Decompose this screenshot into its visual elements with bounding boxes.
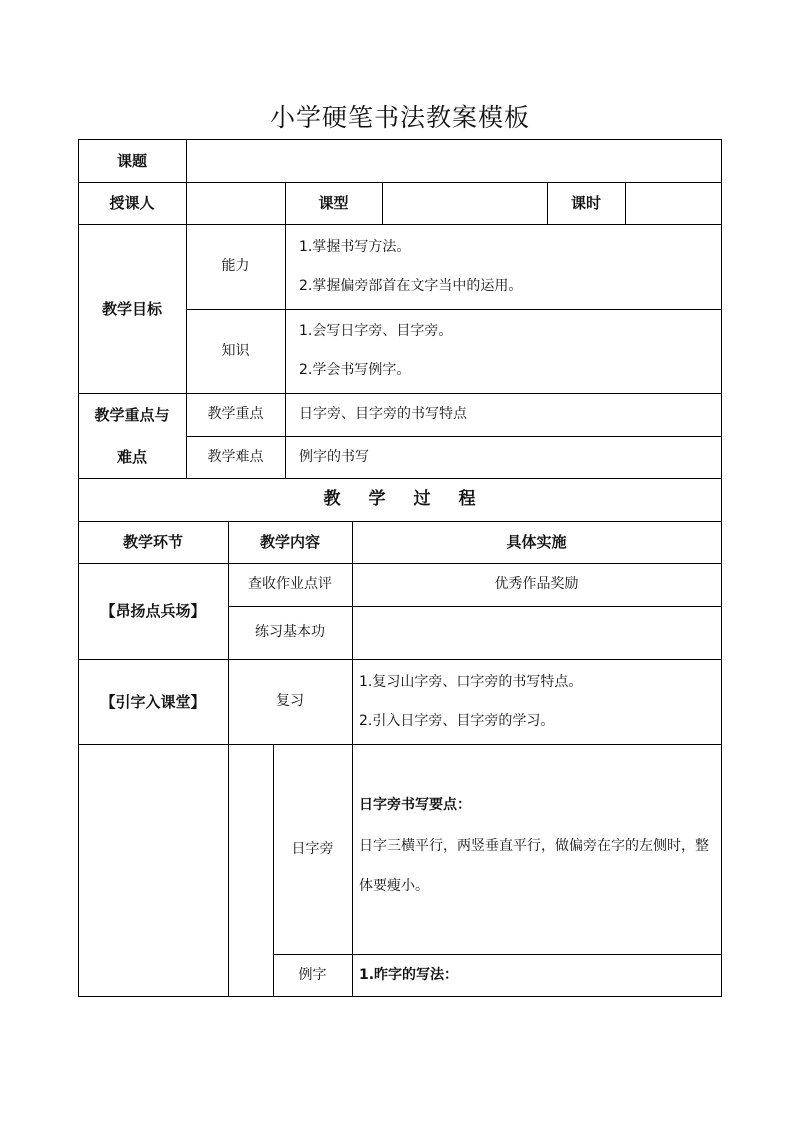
lesson-hours-label: 课时 — [570, 194, 601, 212]
radical-points — [359, 744, 721, 954]
teacher-label: 授课人 — [109, 194, 155, 212]
stage-introduce: 【引字入课堂】 — [100, 692, 206, 711]
lesson-hours-value — [625, 182, 721, 224]
process-heading-char: 学 — [368, 489, 386, 510]
example-title: 1.昨字的写法： — [359, 966, 459, 983]
ability-item: 1.掌握书写方法。 — [299, 238, 411, 255]
sub-example: 例字 — [298, 966, 327, 983]
table-border — [78, 996, 722, 997]
lesson-type-label: 课型 — [318, 194, 349, 212]
impl-basic-practice — [352, 606, 721, 659]
ability-items — [299, 224, 719, 309]
impl-review-items — [359, 659, 719, 744]
ability-label: 能力 — [221, 258, 250, 275]
radical-points-title: 日字旁书写要点： — [359, 796, 471, 813]
knowledge-items — [299, 309, 719, 393]
process-heading-char: 程 — [458, 489, 476, 510]
col-header-content: 教学内容 — [259, 533, 320, 551]
impl-review-item: 2.引入日字旁、目字旁的学习。 — [359, 712, 555, 729]
key-point-label: 教学重点 — [207, 406, 264, 423]
focus-label — [78, 393, 186, 478]
focus-label-line1: 教学重点与 — [94, 405, 170, 424]
content-basic-practice: 练习基本功 — [255, 624, 325, 641]
table-border — [352, 744, 353, 997]
impl-review-item: 1.复习山字旁、口字旁的书写特点。 — [359, 673, 583, 690]
radical-points-line: 体要瘦小。 — [359, 878, 429, 895]
col-header-implementation: 具体实施 — [506, 533, 567, 551]
ability-item: 2.掌握偏旁部首在文字当中的运用。 — [299, 277, 523, 294]
process-heading-char: 过 — [413, 489, 431, 510]
content-review: 复习 — [276, 693, 304, 710]
impl-excellent-work-award: 优秀作品奖励 — [494, 576, 579, 593]
content-homework-review: 查收作业点评 — [248, 576, 332, 593]
sub-radical-ri: 日字旁 — [291, 840, 334, 857]
difficult-point-label: 教学难点 — [207, 448, 264, 465]
document-title: 小学硬笔书法教案模板 — [269, 103, 530, 132]
topic-value — [186, 139, 721, 182]
process-heading — [78, 478, 721, 521]
difficult-point-value: 例字的书写 — [299, 448, 369, 465]
col-header-stage: 教学环节 — [122, 533, 183, 551]
knowledge-item: 2.学会书写例字。 — [299, 362, 411, 378]
objectives-label: 教学目标 — [101, 299, 162, 318]
process-heading-char: 教 — [323, 489, 341, 510]
radical-points-line: 日字三横平行，两竖垂直平行，做偏旁在字的左侧时，整 — [359, 837, 709, 854]
topic-label: 课题 — [116, 151, 147, 170]
stage-warmup: 【昂扬点兵场】 — [100, 602, 206, 620]
table-border — [285, 224, 286, 478]
lesson-type-value — [382, 182, 547, 224]
key-point-value: 日字旁、目字旁的书写特点 — [299, 406, 467, 423]
teacher-value — [186, 182, 285, 224]
knowledge-item: 1.会写日字旁、目字旁。 — [299, 323, 453, 340]
table-border — [721, 139, 722, 997]
knowledge-label: 知识 — [221, 342, 250, 359]
focus-label-line2: 难点 — [116, 447, 147, 466]
